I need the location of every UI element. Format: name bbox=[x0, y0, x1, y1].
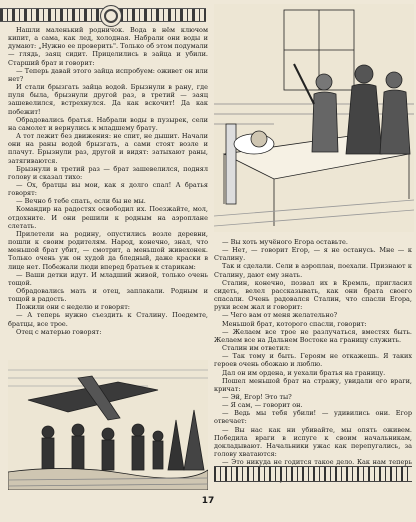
paragraph: Пошел меньшой брат на стражу, увидали его враги, кричат: bbox=[214, 376, 412, 393]
paragraph: — Вечно б тебе спать, если бы не мы. bbox=[16, 197, 146, 206]
paragraph: — Так тому и быть. Героям не откажешь. Я таких героев очень обожаю и люблю. bbox=[214, 352, 412, 369]
paragraph: Сталин, конечно, позвал их в Кремль, пригласил сидеть, велел рассказывать, как они брата своего спасали. Очень радовался Сталин, что спасли Егора, руки всем жал и говорит: bbox=[214, 278, 412, 312]
medal-ornament-icon bbox=[100, 5, 122, 27]
paragraph: — Эй, Егор! Это ты? bbox=[222, 392, 292, 401]
paragraph: — Вы нас как ни убивайте, мы опять оживем. Победила враги в испуге к своим начальникам, докладывают. Начальники ужас как перепугались, за голову хватаются: bbox=[214, 425, 412, 459]
paragraph: Брызнули в третий раз — брат зашевелился, поднял голову и сказал тихо: bbox=[8, 164, 208, 181]
paragraph: Сталин им ответил: bbox=[222, 344, 291, 353]
paragraph: Нашли маленький родничок. Вода в нём ключом кипит, а сама, как лед, холодная. Набрали они воды и думают: „Нужно ее проверить". Только об этом подумали — глядь, заяц сидит. Прицелились в зайца и убили. Старший брат и говорит: bbox=[8, 26, 208, 67]
family-airplane-illustration bbox=[8, 360, 208, 490]
paragraph: — Это никуда не годится такое дело. Как нам теперь bbox=[222, 458, 412, 467]
footer-ornament-band bbox=[214, 466, 412, 482]
paragraph: — Теперь давай этого зайца испробуем: оживет он или нет? bbox=[8, 66, 208, 83]
paragraph: И стали брызгать зайца водой. Брызнули в рану, где пуля была, брызнули другой раз, в третий — заяц зашевелился, встрехнулся. Да как вскочит! Да как побежит! bbox=[8, 83, 208, 116]
paragraph: Обрадовались мать и отец, заплакали. Родным и тощой в радость. bbox=[8, 287, 208, 304]
paragraph: Пожили они с неделю и говорят: bbox=[16, 303, 130, 312]
paragraph: А тот лежит без движения: не спит, не дышит. Начали они на раны водой брызгать, а сами стоят возле и плачут. Брызнули раз, другой и видят: затыхают раны, затягиваются. bbox=[8, 132, 208, 165]
paragraph: Прилетели на родину, опустились возле деревни, пошли к своим родителям. Народ, конечно, знал, что меньшой брат убит, — смотрит, а меньшой живехонек. Только очень уж он худой да бледный, даже краски в лице нет. Побежали люди вперед братьев к старикам: bbox=[8, 229, 208, 271]
paragraph: Дал он им орденa, и уехали братья на границу. bbox=[222, 368, 386, 377]
paragraph: — Вы хоть мучёного Егора оставьте. bbox=[222, 238, 348, 246]
paragraph: Так и сделали. Сели в аэроплан, поехали. Признают к Сталину, дают ему знать. bbox=[214, 262, 412, 279]
paragraph: Обрадовались братья. Набрали воды в пузырек, сели на самолет и вернулись к младшему брату. bbox=[8, 115, 208, 132]
paragraph: Меньшой брат, которого спасли, говорит: bbox=[222, 319, 367, 328]
paragraph: — А теперь нужно съездить к Сталину. Поедемте, братцы, все трое. bbox=[8, 311, 208, 328]
paragraph: Отец с матерью говорят: bbox=[16, 327, 102, 336]
header-ornament-band bbox=[0, 8, 206, 22]
paragraph: — Ведь мы тебя убили! — удивились они. Егор отвечает: bbox=[214, 409, 412, 426]
paragraph: — Я сам, — говорит он. bbox=[222, 401, 303, 410]
hospital-room-illustration bbox=[214, 4, 414, 232]
paragraph: — Ваши детки идут. И младший живой, только очень тощой. bbox=[8, 270, 208, 287]
paragraph: — Ох, братцы вы мои, как я долго спал! А братья говорят: bbox=[8, 180, 208, 198]
right-text-column bbox=[214, 238, 412, 483]
paragraph: — Чего вам от меня желательно? bbox=[222, 311, 338, 320]
left-text-column bbox=[8, 26, 208, 336]
paragraph: — Желаем все трое не разлучаться, вместях быть. Желаем все на Дальнем Востоке на границу служить. bbox=[214, 327, 412, 344]
paragraph: Командир на радостях освободил их. Поезжайте, мол, отдохните. И они решили к родным на аэроплане слетать. bbox=[8, 205, 208, 230]
paragraph: — Нет, — говорит Егор, — я не останусь. Мне — к Сталину. bbox=[214, 246, 412, 263]
page-number: 17 bbox=[201, 496, 215, 506]
